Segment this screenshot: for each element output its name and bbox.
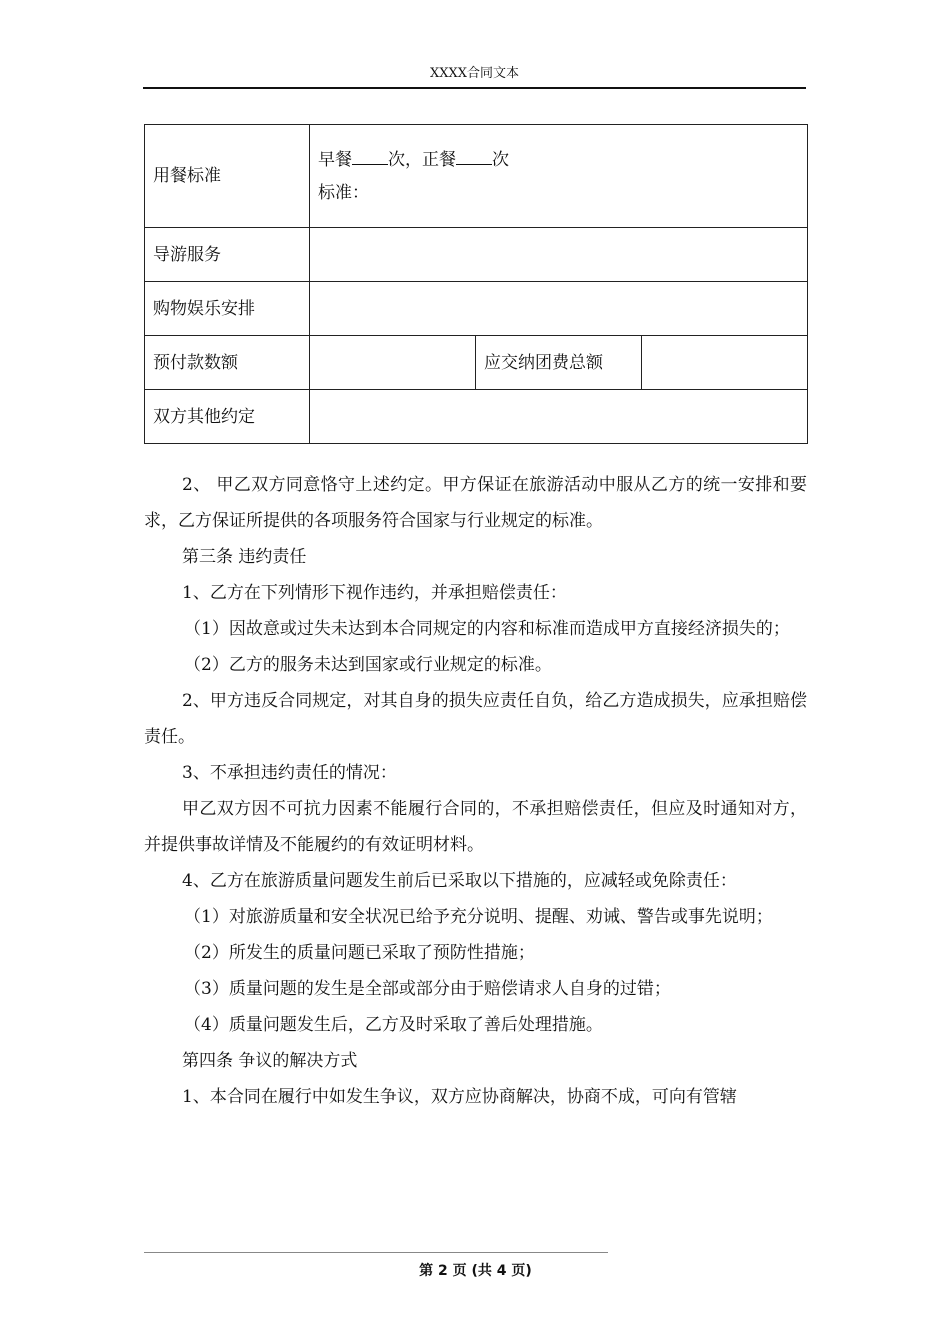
- prepayment-value: [310, 336, 476, 390]
- table-row: [145, 125, 808, 228]
- paragraph: 2、甲方违反合同规定，对其自身的损失应责任自负，给乙方造成损失，应承担赔偿责任。: [144, 691, 807, 747]
- shopping-value: [310, 282, 808, 336]
- other-agreement-label: 双方其他约定: [145, 390, 310, 444]
- contract-body: [144, 467, 807, 1115]
- paragraph: 1、本合同在履行中如发生争议，双方应协商解决，协商不成，可向有管辖: [182, 1087, 737, 1107]
- paragraph: （1）因故意或过失未达到本合同规定的内容和标准而造成甲方直接经济损失的；: [184, 619, 790, 639]
- header-rule: [143, 87, 806, 89]
- paragraph: 甲乙双方因不可抗力因素不能履行合同的，不承担赔偿责任，但应及时通知对方，并提供事故详情及不能履约的有效证明材料。: [144, 799, 807, 855]
- paragraph: 2、 甲乙双方同意恪守上述约定。甲方保证在旅游活动中服从乙方的统一安排和要求，乙方保证所提供的各项服务符合国家与行业规定的标准。: [144, 475, 807, 531]
- page-number: 第 2 页 (共 4 页): [419, 1263, 532, 1279]
- other-agreement-value: [310, 390, 808, 444]
- table-row: [145, 390, 808, 444]
- breakfast-label: 早餐: [318, 149, 352, 170]
- page-header-title: XXXX合同文本: [429, 66, 520, 81]
- guide-service-value: [310, 228, 808, 282]
- footer-rule: [144, 1252, 608, 1253]
- lunch-label: 次，正餐: [388, 149, 456, 170]
- table-row: [145, 282, 808, 336]
- paragraph: （3）质量问题的发生是全部或部分由于赔偿请求人自身的过错；: [184, 979, 671, 999]
- meal-standard-line: 标准：: [318, 182, 369, 203]
- section-heading: 第四条 争议的解决方式: [182, 1051, 358, 1071]
- meal-count-line: [318, 148, 807, 172]
- total-fee-label: 应交纳团费总额: [476, 336, 642, 390]
- itinerary-table: [144, 124, 808, 444]
- prepayment-label: 预付款数额: [145, 336, 310, 390]
- paragraph: 3、不承担违约责任的情况：: [182, 763, 397, 783]
- section-heading: 第三条 违约责任: [182, 547, 307, 567]
- paragraph: （1）对旅游质量和安全状况已给予充分说明、提醒、劝诫、警告或事先说明；: [184, 907, 773, 927]
- meal-standard-label: 用餐标准: [145, 125, 310, 228]
- guide-service-label: 导游服务: [145, 228, 310, 282]
- paragraph: 1、乙方在下列情形下视作违约，并承担赔偿责任：: [182, 583, 567, 603]
- table-row: [145, 336, 808, 390]
- breakfast-blank: [352, 148, 388, 165]
- total-fee-value: [642, 336, 808, 390]
- paragraph: 4、乙方在旅游质量问题发生前后已采取以下措施的，应减轻或免除责任：: [182, 871, 737, 891]
- table-row: [145, 228, 808, 282]
- meal-blank: [456, 148, 492, 165]
- paragraph: （2）乙方的服务未达到国家或行业规定的标准。: [184, 655, 552, 675]
- paragraph: （2）所发生的质量问题已采取了预防性措施；: [184, 943, 535, 963]
- meal-unit: 次: [492, 149, 509, 170]
- paragraph: （4）质量问题发生后，乙方及时采取了善后处理措施。: [184, 1015, 603, 1035]
- shopping-label: 购物娱乐安排: [145, 282, 310, 336]
- meal-standard-cell: [310, 125, 808, 228]
